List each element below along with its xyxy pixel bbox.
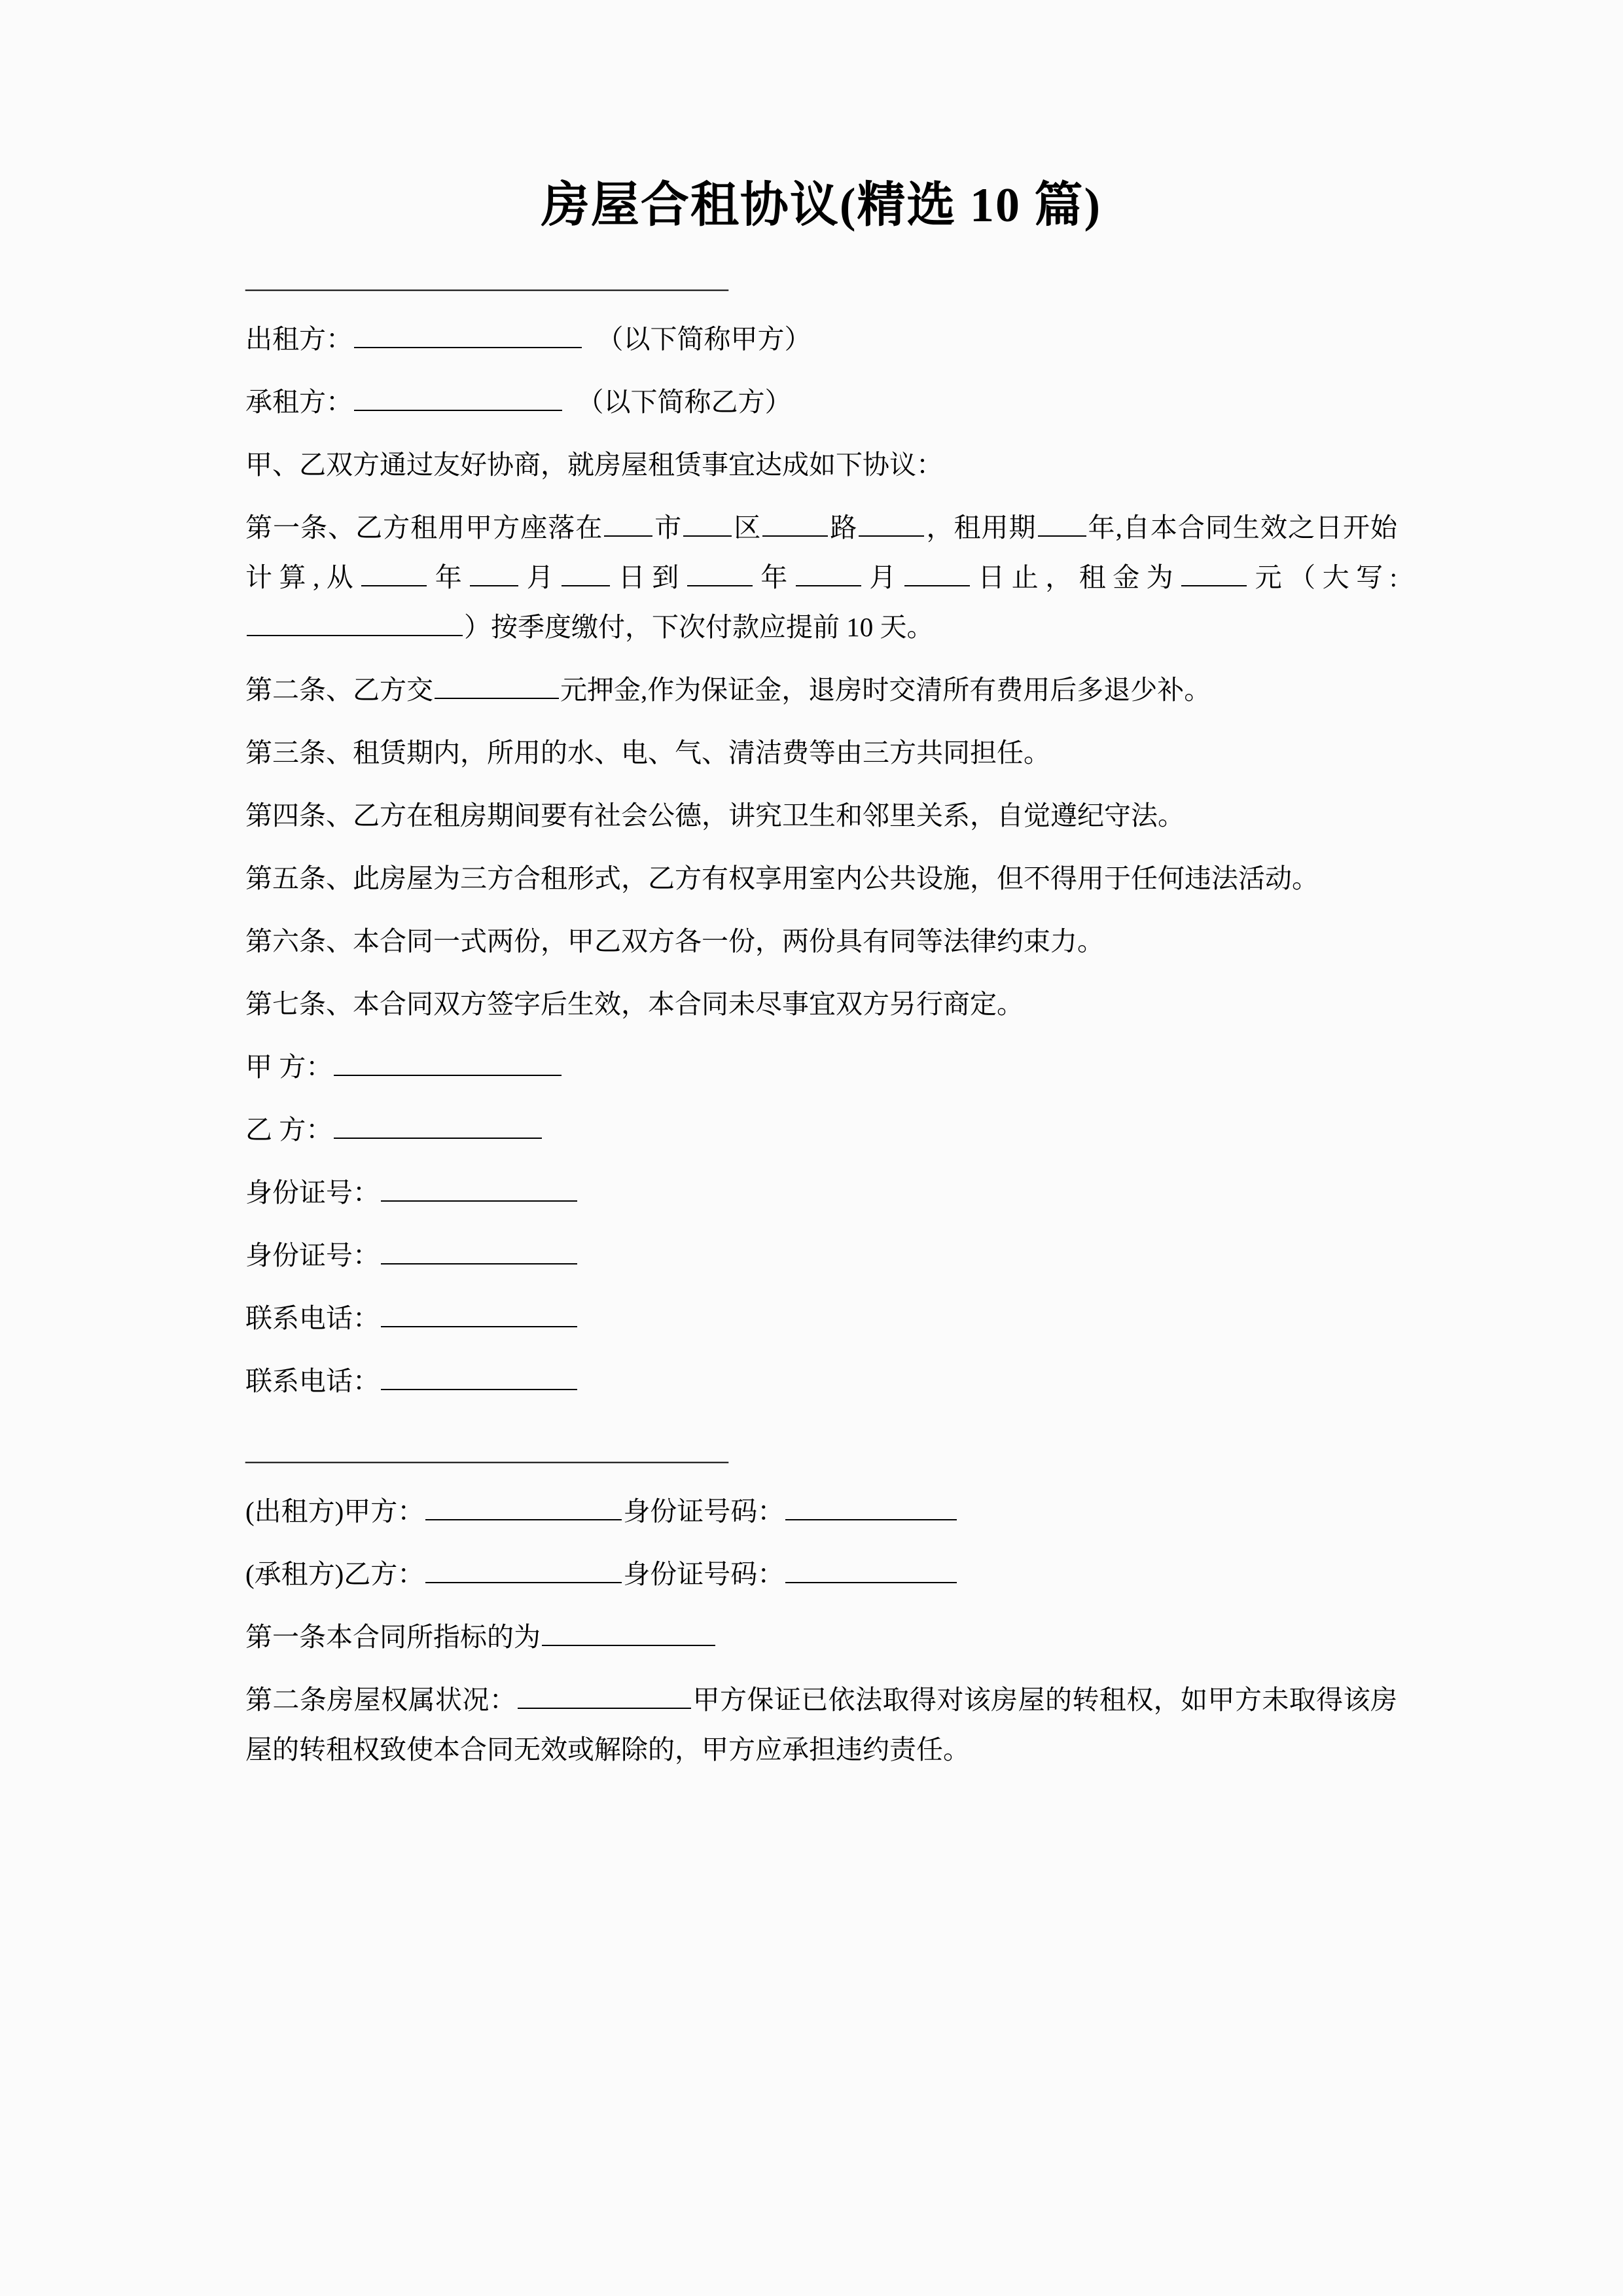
article1-city-blank[interactable]: [604, 509, 652, 537]
article-6: 第六条、本合同一式两份，甲乙双方各一份，两份具有同等法律约束力。: [245, 926, 1104, 957]
id-code-blank-2[interactable]: [785, 1556, 957, 1583]
lessee-blank[interactable]: [354, 384, 562, 411]
clause-2-text: 甲方保证已依法取得对该房屋的转租权，如甲方未取得该房屋的转租权致使本合同无效或解除的，甲方应承担违约责任。: [245, 1685, 1398, 1765]
article-1-city: 市: [654, 512, 683, 543]
signature-party-b: [245, 1092, 1397, 1155]
lessor-signature-row: [245, 1473, 1397, 1536]
article-3: 第三条、租赁期内，所用的水、电、气、清洁费等由三方共同担任。: [245, 738, 1050, 768]
article-1-text-a: 第一条、乙方租用甲方座落在: [245, 512, 603, 543]
article-1: [245, 490, 1397, 652]
id-code-blank-1[interactable]: [785, 1493, 957, 1520]
id-number-row-2: [245, 1217, 1397, 1280]
phone-label-2: 联系电话：: [245, 1366, 380, 1397]
article-1-yuan: 元（大写:: [1248, 562, 1398, 593]
lessor-suffix: （以下简称甲方）: [596, 324, 812, 355]
article-5: 第五条、此房屋为三方合租形式，乙方有权享用室内公共设施，但不得用于任何违法活动。: [245, 863, 1319, 894]
lessor-signature-label: (出租方)甲方：: [245, 1496, 425, 1527]
lessee-suffix: （以下简称乙方）: [577, 387, 792, 418]
phone-blank-1[interactable]: [381, 1300, 577, 1327]
lessee-label: 承租方：: [245, 387, 353, 418]
signature-party-b-label: 乙 方：: [245, 1115, 333, 1145]
article-7: 第七条、本合同双方签字后生效，本合同未尽事宜双方另行商定。: [245, 989, 1024, 1020]
article-1-month: 月: [520, 562, 561, 593]
lessee-signature-row: [245, 1536, 1397, 1599]
lessor-blank[interactable]: [354, 321, 582, 348]
id-code-label-1: 身份证号码：: [623, 1496, 785, 1527]
clause-2-label: 第二条房屋权属状况：: [245, 1685, 517, 1715]
article1-day2-blank[interactable]: [904, 559, 970, 586]
lessee-signature-label: (承租方)乙方：: [245, 1559, 425, 1590]
lessor-signature-blank[interactable]: [425, 1493, 622, 1520]
lessee-signature-blank[interactable]: [425, 1556, 622, 1583]
article1-addr-blank[interactable]: [859, 509, 924, 537]
clause-2: [245, 1662, 1397, 1774]
divider-middle: ——————————————————: [245, 1444, 728, 1475]
article-1-road: 路: [829, 512, 858, 543]
article-1-year2: 年: [753, 562, 794, 593]
article1-month2-blank[interactable]: [796, 559, 861, 586]
phone-row-2: [245, 1343, 1397, 1406]
article1-road-blank[interactable]: [762, 509, 828, 537]
id-number-blank-2[interactable]: [381, 1237, 577, 1265]
article1-year2-blank[interactable]: [687, 559, 753, 586]
signature-party-a-label: 甲 方：: [245, 1052, 333, 1083]
article1-rent-blank[interactable]: [1181, 559, 1247, 586]
article-2: [245, 652, 1397, 715]
article-1-year: 年: [428, 562, 469, 593]
page-title: 房屋合租协议(精选 10 篇): [541, 179, 1102, 232]
document-content: [245, 0, 1397, 1774]
article1-year1-blank[interactable]: [361, 559, 427, 586]
id-number-blank-1[interactable]: [381, 1174, 577, 1202]
clause-1: [245, 1599, 1397, 1662]
article-1-text-c: 年,自本合同生效之日开始计算,从: [245, 512, 1398, 593]
lessor-label: 出租方：: [245, 324, 353, 355]
article-2-text-b: 元押金,作为保证金，退房时交清所有费用后多退少补。: [560, 675, 1211, 706]
article-4: 第四条、乙方在租房期间要有社会公德，讲究卫生和邻里关系，自觉遵纪守法。: [245, 800, 1185, 831]
article1-rent-words-blank[interactable]: [247, 609, 463, 636]
article1-district-blank[interactable]: [683, 509, 732, 537]
article2-deposit-blank[interactable]: [435, 672, 559, 699]
article-1-text-d: 月: [862, 562, 903, 593]
divider-top: ——————————————————: [245, 272, 728, 303]
article-1-district: 区: [733, 512, 762, 543]
article-1-day: 日到: [611, 562, 686, 593]
article-1-text-b: ，租用期: [925, 512, 1037, 543]
id-number-label-2: 身份证号：: [245, 1240, 380, 1271]
article1-day1-blank[interactable]: [562, 559, 610, 586]
article-1-text-e: 日止，租金为: [971, 562, 1181, 593]
clause-1-blank[interactable]: [542, 1619, 715, 1646]
id-number-row-1: [245, 1155, 1397, 1217]
article-1-text-f: ）按季度缴付，下次付款应提前 10 天。: [464, 612, 934, 643]
article1-month1-blank[interactable]: [470, 559, 518, 586]
clause-1-label: 第一条本合同所指标的为: [245, 1622, 541, 1653]
id-number-label-1: 身份证号：: [245, 1177, 380, 1208]
signature-party-a: [245, 1029, 1397, 1092]
phone-row-1: [245, 1280, 1397, 1343]
preamble-paragraph: 甲、乙双方通过友好协商，就房屋租赁事宜达成如下协议：: [245, 450, 943, 480]
phone-blank-2[interactable]: [381, 1363, 577, 1390]
clause-2-blank[interactable]: [518, 1681, 691, 1709]
signature-party-a-blank[interactable]: [334, 1049, 562, 1076]
lessee-line: [245, 364, 1397, 427]
phone-label-1: 联系电话：: [245, 1303, 380, 1334]
article-2-text-a: 第二条、乙方交: [245, 675, 433, 706]
signature-party-b-blank[interactable]: [334, 1111, 542, 1139]
lessor-line: [245, 301, 1397, 364]
article1-term-blank[interactable]: [1038, 509, 1086, 537]
id-code-label-2: 身份证号码：: [623, 1559, 785, 1590]
